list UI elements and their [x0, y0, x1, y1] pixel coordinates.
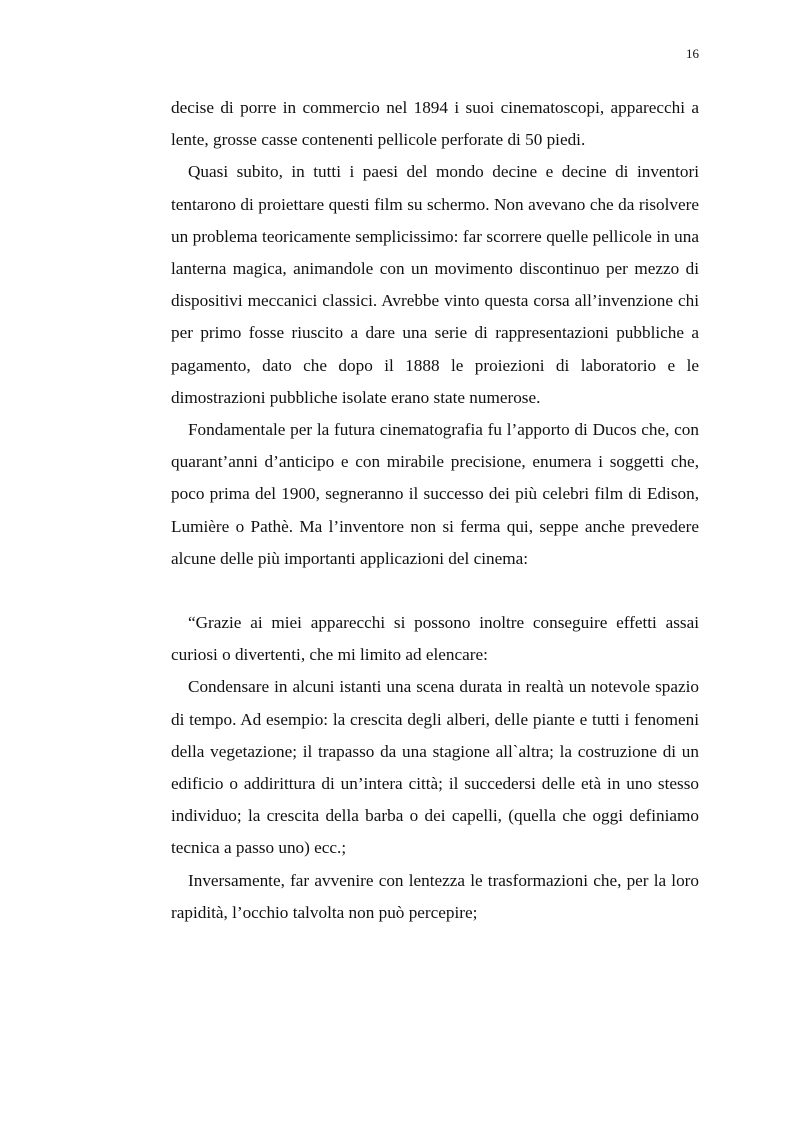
quote-intro: “Grazie ai miei apparecchi si possono inoltre conseguire effetti assai curiosi o divertenti, che mi limito ad elencare: — [171, 613, 699, 665]
paragraph-ducos: Fondamentale per la futura cinematografia fu l’apporto di Ducos che, con quarant’anni d’anticipo e con mirabile precisione, enumera i soggetti che, poco prima del 1900, segneranno il successo dei più celebri film di Edison, Lumière o Pathè. Ma l’inventore non si ferma qui, seppe anche prevedere alcune delle più importanti applicazioni del cinema: — [171, 420, 699, 568]
paragraph-continuation: decise di porre in commercio nel 1894 i suoi cinematoscopi, apparecchi a lente, grosse casse contenenti pellicole perforate di 50 piedi. — [171, 98, 699, 150]
page-number: 16 — [686, 46, 699, 61]
quote-inversely: Inversamente, far avvenire con lentezza le trasformazioni che, per la loro rapidità, l’occhio talvolta non può percepire; — [171, 870, 699, 922]
body-text — [171, 92, 699, 929]
quote-condensing: Condensare in alcuni istanti una scena durata in realtà un notevole spazio di tempo. Ad esempio: la crescita degli alberi, delle piante e tutti i fenomeni della vegetazione; il trapasso da una stagione all`altra; la costruzione di un edificio o addirittura di un’intera città; il succedersi delle età in uno stesso individuo; la crescita della barba o dei capelli, (quella che oggi definiamo tecnica a passo uno) ecc.; — [171, 677, 699, 858]
paragraph-gap — [171, 575, 699, 607]
paragraph-projection: Quasi subito, in tutti i paesi del mondo decine e decine di inventori tentarono di proiettare questi film su schermo. Non avevano che da risolvere un problema teoricamente semplicissimo: far scorrere quelle pellicole in una lanterna magica, animandole con un movimento discontinuo per mezzo di dispositivi meccanici classici. Avrebbe vinto questa corsa all’invenzione chi per primo fosse riuscito a dare una serie di rappresentazioni pubbliche a pagamento, dato che dopo il 1888 le proiezioni di laboratorio e le dimostrazioni pubbliche isolate erano state numerose. — [171, 162, 699, 407]
